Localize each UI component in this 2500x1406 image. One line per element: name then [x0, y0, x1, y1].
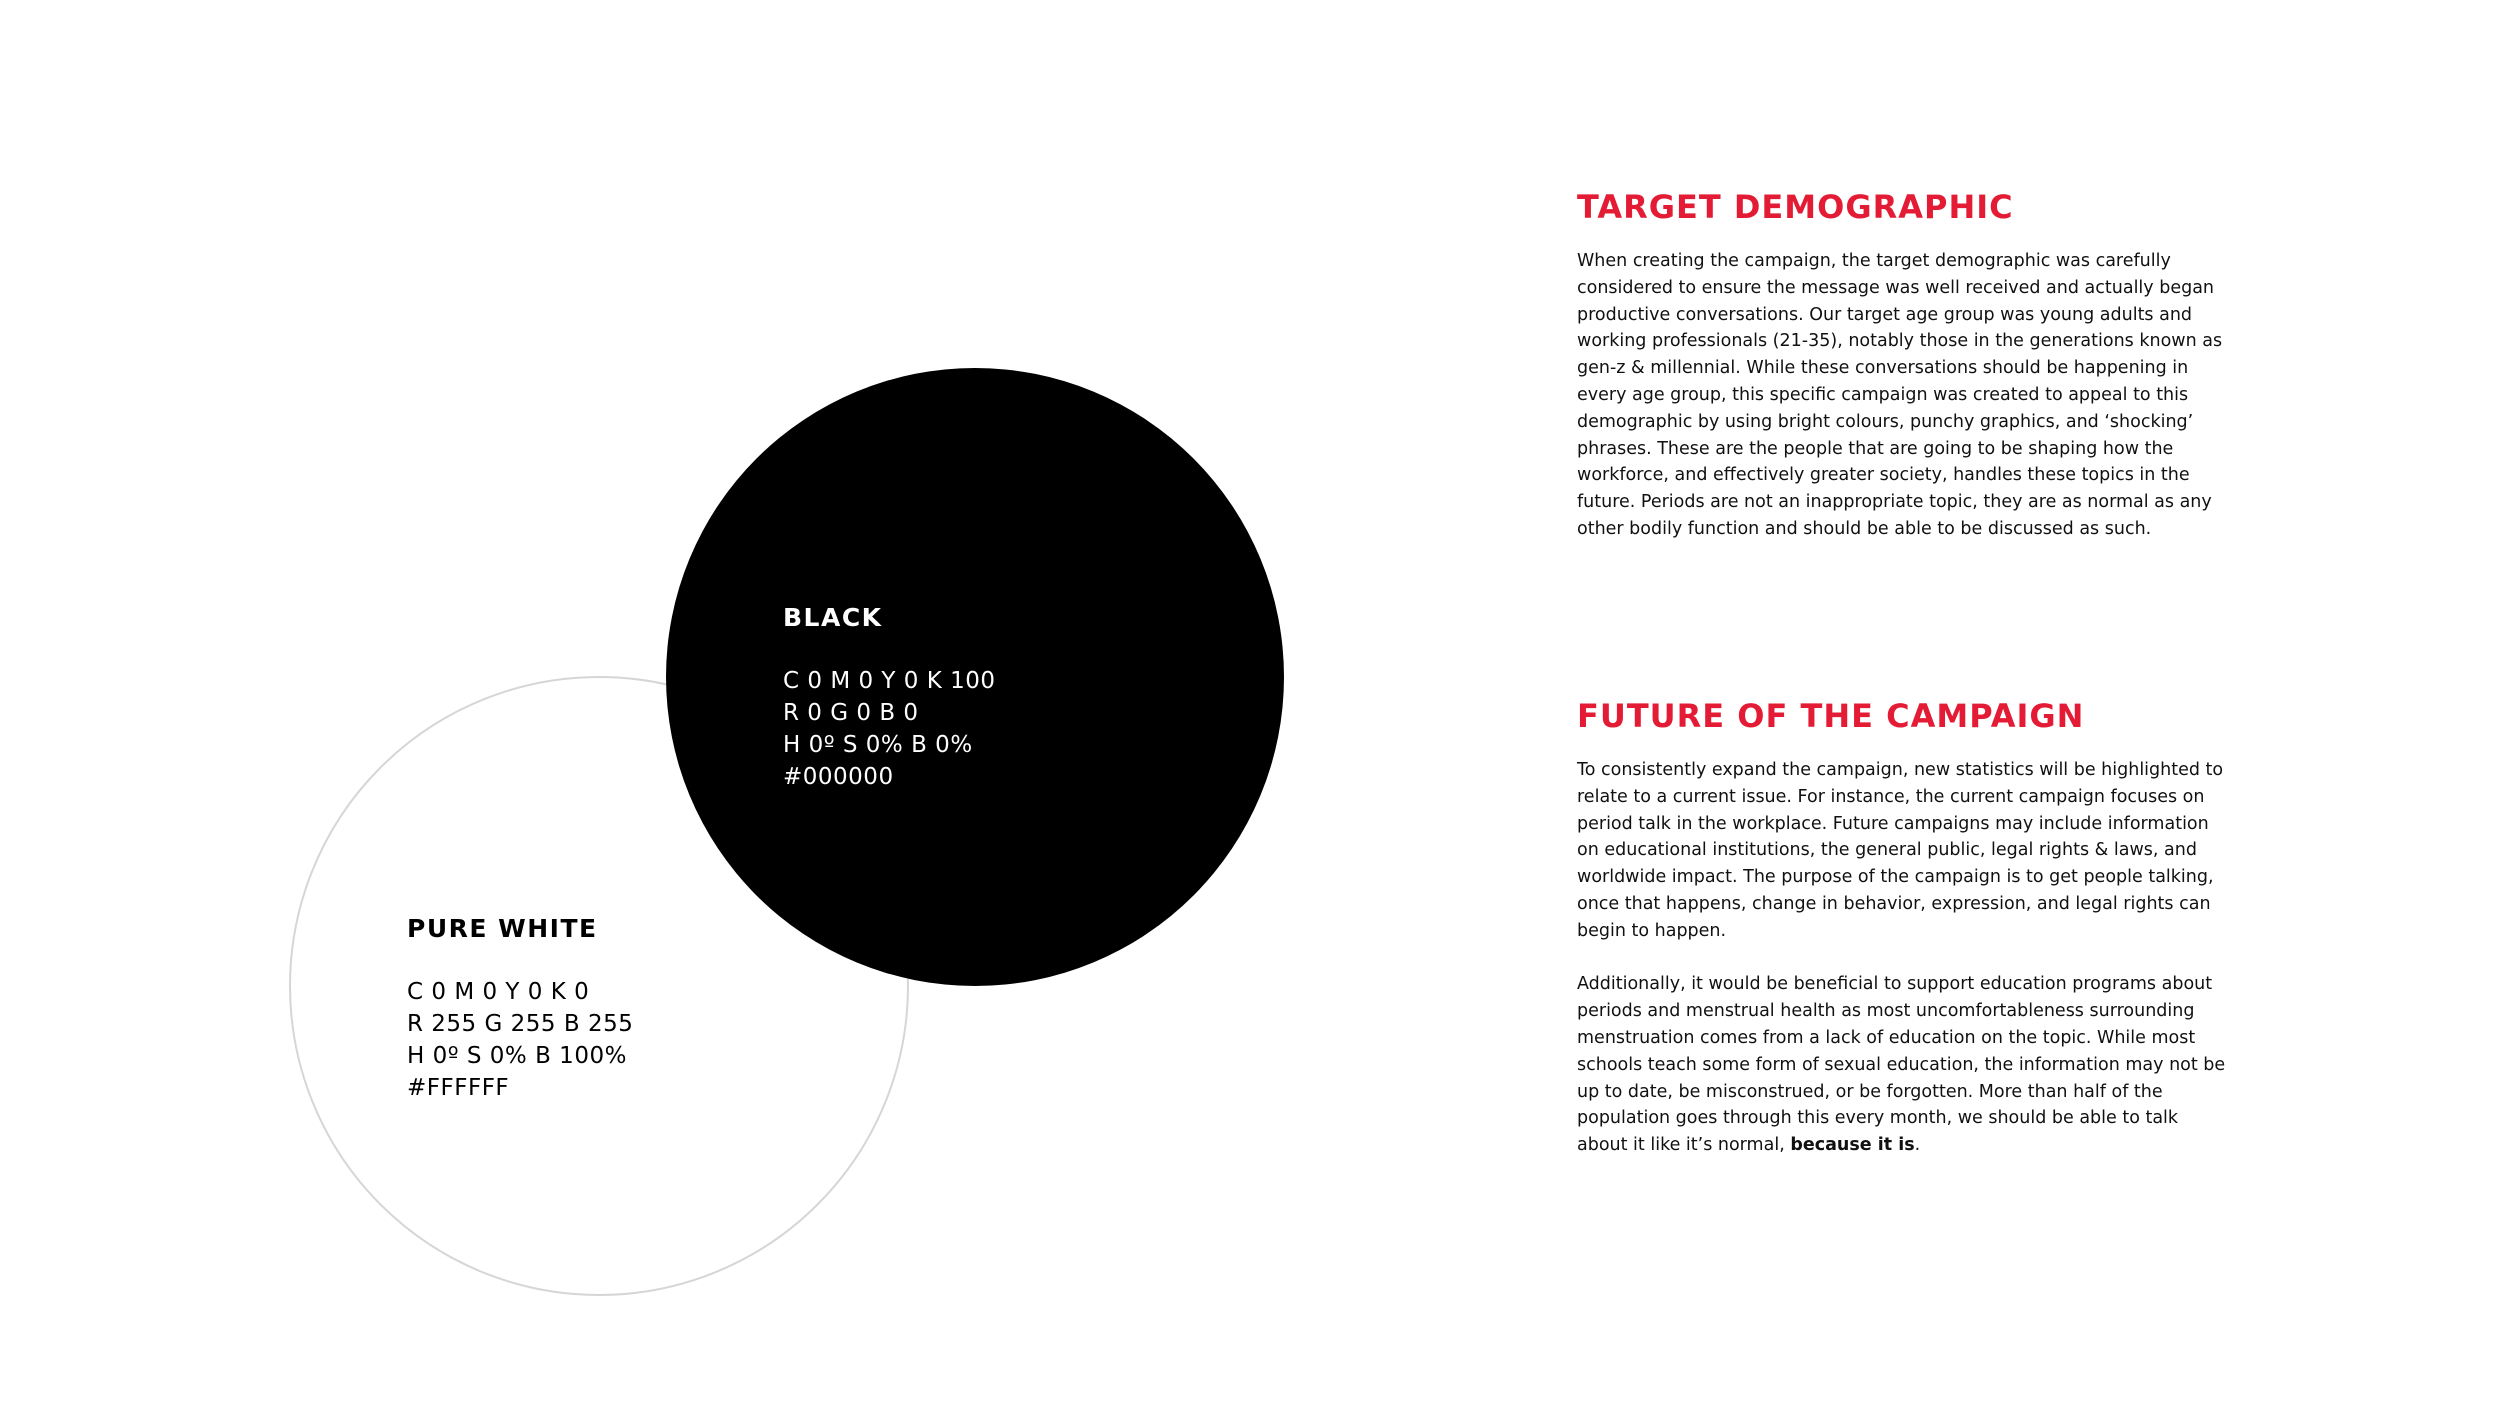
future-campaign-paragraph-2-end: .: [1914, 1135, 1921, 1156]
future-campaign-heading: FUTURE OF THE CAMPAIGN: [1577, 697, 2085, 735]
target-demographic-section: [1577, 188, 2227, 543]
white-swatch-info: [407, 913, 633, 1104]
black-swatch-rgb: R 0 G 0 B 0: [783, 700, 919, 726]
black-swatch-name: BLACK: [783, 603, 883, 632]
future-campaign-paragraph-2-lead: Additionally, it would be beneficial to support education programs about periods and menstrual health as most uncomfortableness surrounding menstruation comes from a lack of education on the topic. While most schools teach some form of sexual education, the information may not be up to date, be misconstrued, or be forgotten. More than half of the population goes through this every month, we should be able to talk about it like it’s normal,: [1577, 974, 2226, 1156]
target-demographic-heading: TARGET DEMOGRAPHIC: [1577, 188, 2014, 226]
white-swatch-hex: #FFFFFF: [407, 1075, 510, 1101]
white-swatch-rgb: R 255 G 255 B 255: [407, 1011, 634, 1037]
white-swatch-hsb: H 0º S 0% B 100%: [407, 1043, 627, 1069]
white-swatch-name: PURE WHITE: [407, 914, 598, 943]
future-campaign-section: [1577, 697, 2227, 1159]
black-swatch-hex: #000000: [783, 764, 894, 790]
target-demographic-body: When creating the campaign, the target demographic was carefully considered to ensure the message was well received and actually began productive conversations. Our target age group was young adults and working professionals (21-35), notably those in the generations known as gen-z & millennial. While these conversations should be happening in every age group, this specific campaign was created to appeal to this demographic by using bright colours, punchy graphics, and ‘shocking’ phrases. These are the people that are going to be shaping how the workforce, and effectively greater society, handles these topics in the future. Periods are not an inappropriate topic, they are as normal as any other bodily function and should be able to be discussed as such.: [1577, 251, 2223, 539]
future-campaign-emphasis: because it is: [1790, 1135, 1915, 1156]
white-swatch-cmyk: C 0 M 0 Y 0 K 0: [407, 979, 590, 1005]
future-campaign-paragraph-1: To consistently expand the campaign, new statistics will be highlighted to relate to a current issue. For instance, the current campaign focuses on period talk in the workplace. Future campaigns may include information on educational institutions, the general public, legal rights & laws, and worldwide impact. The purpose of the campaign is to get people talking, once that happens, change in behavior, expression, and legal rights can begin to happen.: [1577, 760, 2224, 941]
black-swatch-info: [783, 602, 996, 793]
black-swatch-cmyk: C 0 M 0 Y 0 K 100: [783, 668, 996, 694]
future-campaign-paragraph-2: [1577, 971, 2227, 1159]
black-swatch-hsb: H 0º S 0% B 0%: [783, 732, 973, 758]
